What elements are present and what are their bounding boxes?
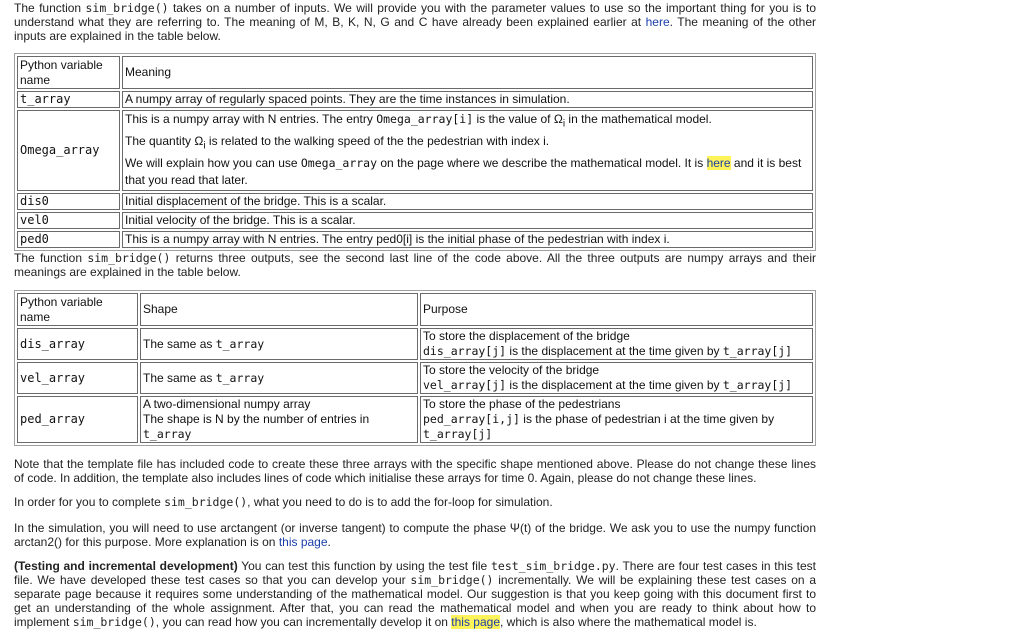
outputs-intro-paragraph: The function sim_bridge() returns three outputs, see the second last line of the code above. All the three outputs are numpy arrays and their meanings are explained in the table below.	[14, 251, 817, 279]
var-name: dis_array	[17, 328, 138, 360]
var-name: vel_array	[17, 362, 138, 394]
testing-paragraph: (Testing and incremental development) You can test this function by using the test file test_sim_bridge.py. There are four test cases in this test file. We have developed these test cases so that you can develop your sim_bridge() incrementally. We will be explaining these test cases on a separate page because it requires some understanding of the mathematical model. Our suggestion is that you keep going with this document first to get an understanding of the whole assignment. After that, you can read the mathematical model and when you are ready to think about how to implement sim_bridge(), you can read how you can incrementally develop it on this page, which is also where the mathematical model is.	[14, 559, 817, 629]
inline-code: sim_bridge()	[87, 251, 171, 265]
table-row	[17, 91, 813, 108]
var-name: vel0	[17, 212, 120, 229]
var-name: Omega_array	[17, 110, 120, 191]
var-name: dis0	[17, 193, 120, 210]
header-meaning: Meaning	[122, 56, 813, 89]
this-page-link-highlighted[interactable]: this page	[451, 615, 500, 629]
purpose-cell: To store the velocity of the bridge vel_array[j] is the displacement at the time given by t_array[j]	[420, 362, 813, 394]
meaning-cell: This is a numpy array with N entries. The entry ped0[i] is the initial phase of the pedestrian with index i.	[122, 231, 813, 248]
testing-heading: (Testing and incremental development)	[14, 559, 238, 573]
table-row	[17, 328, 813, 360]
inputs-table	[14, 53, 816, 251]
table-row	[17, 193, 813, 210]
shape-cell: The same as t_array	[140, 362, 418, 394]
purpose-cell: To store the phase of the pedestrians ped_array[i,j] is the phase of pedestrian i at the time given by t_array[j]	[420, 396, 813, 443]
here-link[interactable]: here	[645, 15, 670, 29]
meaning-cell: Initial displacement of the bridge. This is a scalar.	[122, 193, 813, 210]
complete-paragraph: In order for you to complete sim_bridge(), what you need to do is to add the for-loop for simulation.	[14, 495, 553, 509]
header-shape: Shape	[140, 293, 418, 326]
inline-code: sim_bridge()	[85, 1, 169, 15]
var-name: ped0	[17, 231, 120, 248]
note-paragraph: Note that the template file has included code to create these three arrays with the specific shape mentioned above. Please do not change these lines of code. In addition, the template also includes lines of code which initialise these arrays for time 0. Again, please do not change these lines.	[14, 457, 816, 485]
this-page-link[interactable]: this page	[278, 535, 328, 549]
meaning-cell: A numpy array of regularly spaced points. They are the time instances in simulation.	[122, 91, 813, 108]
table-row	[17, 362, 813, 394]
purpose-cell: To store the displacement of the bridge dis_array[j] is the displacement at the time given by t_array[j]	[420, 328, 813, 360]
table-header-row	[17, 56, 813, 89]
header-purpose: Purpose	[420, 293, 813, 326]
table-row	[17, 212, 813, 229]
var-name: t_array	[17, 91, 120, 108]
simulation-paragraph: In the simulation, you will need to use arctangent (or inverse tangent) to compute the phase Ψ(t) of the bridge. We ask you to use the numpy function arctan2() for this purpose. More explanation is on this page.	[14, 521, 816, 549]
table-row	[17, 110, 813, 191]
table-row	[17, 396, 813, 443]
table-row	[17, 231, 813, 248]
inline-code: sim_bridge()	[164, 495, 248, 509]
table-header-row	[17, 293, 813, 326]
shape-cell: A two-dimensional numpy array The shape is N by the number of entries in t_array	[140, 396, 418, 443]
outputs-table	[14, 290, 816, 446]
shape-cell: The same as t_array	[140, 328, 418, 360]
here-link-highlighted[interactable]: here	[706, 155, 731, 170]
header-variable-name: Python variable name	[17, 56, 120, 89]
header-variable-name: Python variable name	[17, 293, 138, 326]
var-name: ped_array	[17, 396, 138, 443]
intro-paragraph: The function sim_bridge() takes on a number of inputs. We will provide you with the parameter values to use so the important thing for you is to understand what they are referring to. The meaning of M, B, K, N, G and C have already been explained earlier at here. The meaning of the other inputs are explained in the table below.	[14, 1, 816, 43]
meaning-cell: Initial velocity of the bridge. This is a scalar.	[122, 212, 813, 229]
meaning-cell: This is a numpy array with N entries. The entry Omega_array[i] is the value of $\Omega_i$ in the mathematical model. The quantity $\Omega_i$ is related to the walking speed of the the pedestrian with index i. We will explain how you can use Omega_array on the page where we describe the mathematical model. It is here and it is best that you read that later.	[122, 110, 813, 191]
